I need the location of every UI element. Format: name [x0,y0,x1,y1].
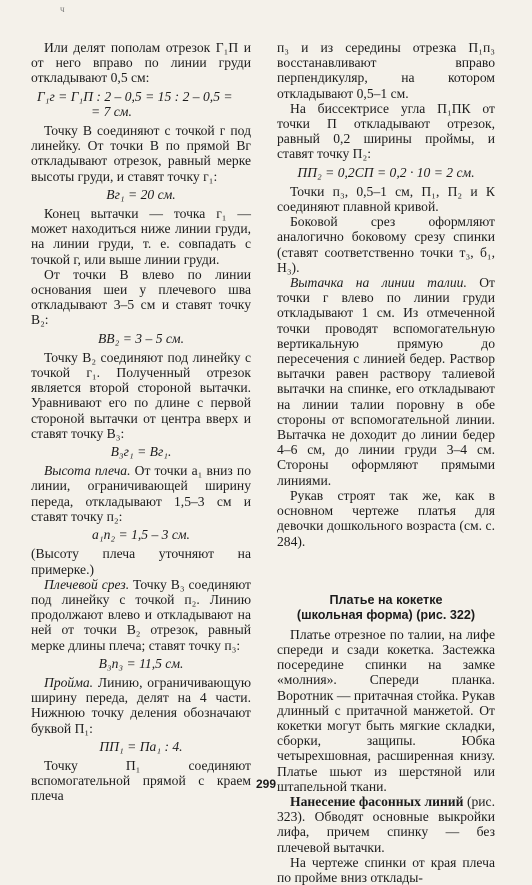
subheading: Пройма. [44,674,94,690]
formula: ПП₂ = 0,2СП = 0,2 · 10 = 2 см. [297,164,475,180]
formula: = 7 см. [91,103,132,119]
paragraph [31,463,251,524]
section-gap [277,549,495,593]
formula: В₃г₁ = Вг₁. [110,444,172,460]
paragraph-text: От точки г влево по линии груди откладывают 1 см. Из отмеченной точки проводят вспомогательную вертикальную прямую до пересечения с линией бедер. Раствор вытачки равен раствору талиевой вытачки на спинке, его откладывают на линии талии поровну в обе стороны от вспомогательной линии. Вытачка не доходит до линии бедер 4–6 см, до линии груди 3–4 см. Стороны оформляют прямыми линиями. [277,275,495,488]
left-column [31,40,251,804]
subheading: Плечевой срез. [44,576,130,592]
paragraph: Платье отрезное по талии, на лифе спереди и сзади кокетка. Застежка посередине спинки на замке «молния». Спереди планка. Воротник — притачная стойка. Рукав длинный с притачной манжетой. От кокетки могут быть мягкие складки, сборки, защипы. Юбка четырехшовная, расширенная книзу. Платье шьют из шерстяной или штапельной ткани. [277,626,495,794]
corner-mark: ч [60,4,65,14]
paragraph-text: Точку В₃ соединяют под линейку с точкой п₂. Линию продолжают влево и откладывают на ней от точки В₂ отрезок, равный мерке длины плеча; ставят точку п₃: [31,576,251,653]
subheading: Высота плеча. [44,463,131,479]
paragraph: Конец вытачки — точка г₁ — может находиться ниже линии груди, на линии груди, т. е. совпадать с точкой г, или выше линии груди. [31,206,251,267]
paragraph: Боковой срез оформляют аналогично боковому срезу спинки (ставят соответственно точки т₃, б₁, Н₃). [277,214,495,275]
right-column [277,40,495,885]
formula: ВВ₂ = 3 – 5 см. [98,330,184,346]
paragraph: п₃ и из середины отрезка П₁п₃ восстанавливают вправо перпендикуляр, на котором откладывают 0,5–1 см. [277,40,495,101]
paragraph: Рукав строят так же, как в основном чертеже платья для девочки дошкольного возраста (см. с. 284). [277,487,495,549]
paragraph [31,675,251,736]
paragraph-text: (рис. 323). Обводят основные выкройки лифа, причем спинку — без плечевой вытачки. [277,793,495,855]
formula: ПП₁ = Па₁ : 4. [99,738,183,754]
paragraph: На биссектрисе угла П₁ПК от точки П откладывают отрезок, равный 0,2 ширины проймы, и ставят точку П₂: [277,100,495,162]
paragraph-text: Линию, ограничивающую ширину переда, делят на 4 части. Нижнюю точку деления обозначают буквой П₁: [31,674,251,736]
formula: В₃п₃ = 11,5 см. [98,655,184,671]
paragraph-text: От точки а₁ вниз по линии, ограничивающей ширину переда, откладывают 1,5–3 см и ставят точку п₂: [31,463,252,524]
section-subheading: (школьная форма) (рис. 322) [296,607,476,622]
page-number: 299 [255,777,277,791]
paragraph: (Высоту плеча уточняют на примерке.) [31,546,251,577]
paragraph: Точки п₃, 0,5–1 см, П₁, П₂ и К соединяют плавной кривой. [277,183,495,215]
formula: а₁п₂ = 1,5 – 3 см. [92,527,190,543]
subheading: Нанесение фасонных линий [290,793,464,809]
paragraph: Точку В соединяют с точкой г под линейку. От точки В по прямой Вг откладывают отрезок, равный мерке высоты груди, и ставят точку г₁: [31,123,251,184]
formula: Вг₁ = 20 см. [106,186,176,202]
subheading: Вытачка на линии талии. [290,275,467,291]
paragraph: Точку П₁ соединяют вспомогательной прямой с краем плеча [31,757,251,804]
paragraph [277,794,495,855]
paragraph: От точки В влево по линии основания шеи у плечевого шва откладывают 3–5 см и ставят точку В₂: [31,266,251,328]
section-heading: Платье на кокетке [329,592,443,607]
paragraph: На чертеже спинки от края плеча по пройме вниз отклады- [277,854,495,885]
formula: Г₁г = Г₁П : 2 – 0,5 = 15 : 2 – 0,5 = [37,88,233,104]
paragraph: Или делят пополам отрезок Г₁П и от него вправо по линии груди откладывают 0,5 см: [31,40,251,86]
paragraph [31,577,251,653]
paragraph [277,275,495,488]
paragraph: Точку В₂ соединяют под линейку с точкой г₁. Полученный отрезок является второй стороной вытачки. Уравнивают его по длине с первой стороной вытачки от центра вверх и ставят точку В₃: [31,349,251,441]
